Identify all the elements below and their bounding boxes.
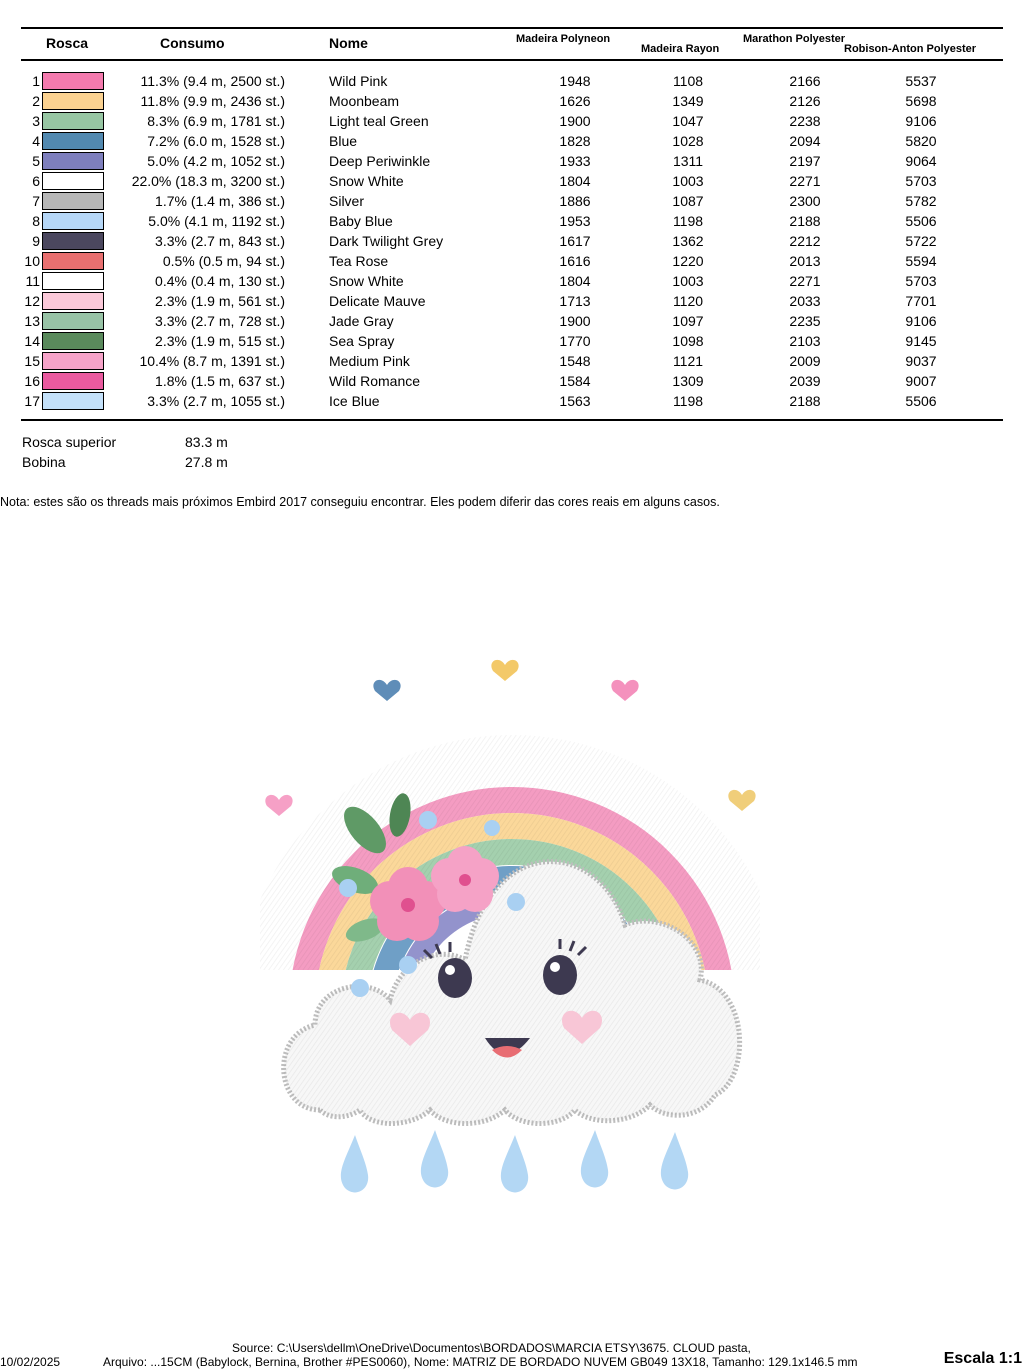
color-swatch (42, 232, 104, 250)
color-swatch (42, 312, 104, 330)
marathon-code: 2235 (789, 313, 821, 329)
color-swatch (42, 372, 104, 390)
madeira-rayon-code: 1198 (672, 393, 704, 409)
color-swatch (42, 172, 104, 190)
color-swatch (42, 112, 104, 130)
marathon-code: 2188 (789, 393, 821, 409)
thread-consumo: 2.3% (1.9 m, 561 st.) (155, 293, 285, 309)
madeira-rayon-code: 1003 (672, 273, 704, 289)
table-row (0, 251, 1024, 271)
header-robison-anton: Robison-Anton Polyester (844, 43, 977, 55)
thread-consumo: 11.3% (9.4 m, 2500 st.) (140, 73, 285, 89)
marathon-code: 2212 (789, 233, 821, 249)
robison-anton-code: 9106 (905, 313, 937, 329)
thread-number: 16 (24, 373, 40, 389)
footer-escala: Escala 1:1 (943, 1350, 1022, 1367)
madeira-rayon-code: 1220 (672, 253, 704, 269)
header-consumo: Consumo (160, 35, 225, 51)
robison-anton-code: 9106 (905, 113, 937, 129)
madeira-polyneon-code: 1886 (559, 193, 591, 209)
table-row (0, 231, 1024, 251)
madeira-rayon-code: 1003 (672, 173, 704, 189)
madeira-polyneon-code: 1770 (559, 333, 591, 349)
thread-number: 7 (32, 193, 40, 209)
madeira-polyneon-code: 1563 (559, 393, 591, 409)
thread-name: Delicate Mauve (329, 293, 426, 309)
marathon-code: 2271 (789, 173, 821, 189)
thread-consumo: 0.4% (0.4 m, 130 st.) (155, 273, 285, 289)
thread-name: Snow White (329, 173, 404, 189)
thread-consumo: 5.0% (4.1 m, 1192 st.) (148, 213, 285, 229)
thread-consumo: 8.3% (6.9 m, 1781 st.) (147, 113, 285, 129)
marathon-code: 2103 (789, 333, 821, 349)
marathon-code: 2033 (789, 293, 821, 309)
thread-consumo: 5.0% (4.2 m, 1052 st.) (147, 153, 285, 169)
color-swatch (42, 272, 104, 290)
madeira-rayon-code: 1121 (672, 353, 704, 369)
madeira-polyneon-code: 1933 (559, 153, 591, 169)
table-bottom-rule (21, 419, 1003, 421)
thread-name: Jade Gray (329, 313, 394, 329)
thread-number: 13 (24, 313, 40, 329)
thread-name: Ice Blue (329, 393, 380, 409)
thread-consumo: 11.8% (9.9 m, 2436 st.) (140, 93, 285, 109)
madeira-rayon-code: 1028 (672, 133, 704, 149)
thread-consumo: 2.3% (1.9 m, 515 st.) (155, 333, 285, 349)
thread-name: Moonbeam (329, 93, 400, 109)
thread-name: Blue (329, 133, 358, 149)
thread-number: 2 (32, 93, 40, 109)
color-swatch (42, 192, 104, 210)
marathon-code: 2300 (789, 193, 821, 209)
table-row (0, 331, 1024, 351)
marathon-code: 2094 (789, 133, 821, 149)
table-row (0, 391, 1024, 411)
table-row (0, 211, 1024, 231)
header-marathon-polyester: Marathon Polyester (743, 33, 846, 45)
color-swatch (42, 352, 104, 370)
robison-anton-code: 5594 (905, 253, 937, 269)
robison-anton-code: 9064 (905, 153, 937, 169)
table-row (0, 291, 1024, 311)
thread-name: Light teal Green (329, 113, 429, 129)
madeira-rayon-code: 1349 (672, 93, 704, 109)
thread-number: 14 (24, 333, 40, 349)
thread-number: 8 (32, 213, 40, 229)
color-swatch (42, 332, 104, 350)
robison-anton-code: 5820 (905, 133, 937, 149)
marathon-code: 2271 (789, 273, 821, 289)
madeira-polyneon-code: 1713 (559, 293, 591, 309)
marathon-code: 2197 (789, 153, 821, 169)
madeira-polyneon-code: 1953 (559, 213, 591, 229)
thread-consumo: 1.8% (1.5 m, 637 st.) (155, 373, 285, 389)
bobina-label: Bobina (22, 454, 66, 470)
marathon-code: 2013 (789, 253, 821, 269)
thread-number: 5 (32, 153, 40, 169)
thread-number: 15 (24, 353, 40, 369)
bobina-value: 27.8 m (185, 454, 228, 470)
table-row (0, 91, 1024, 111)
thread-name: Sea Spray (329, 333, 395, 349)
thread-consumo: 7.2% (6.0 m, 1528 st.) (147, 133, 285, 149)
table-row (0, 351, 1024, 371)
madeira-polyneon-code: 1804 (559, 173, 591, 189)
raindrop-icons (341, 1130, 688, 1192)
madeira-polyneon-code: 1584 (559, 373, 591, 389)
robison-anton-code: 9007 (905, 373, 937, 389)
thread-name: Medium Pink (329, 353, 410, 369)
marathon-code: 2039 (789, 373, 821, 389)
robison-anton-code: 5703 (905, 173, 937, 189)
thread-name: Tea Rose (329, 253, 389, 269)
embroidery-preview (260, 640, 760, 1210)
thread-number: 6 (32, 173, 40, 189)
thread-name: Deep Periwinkle (329, 153, 431, 169)
table-row (0, 151, 1024, 171)
table-header-rule (21, 59, 1003, 61)
marathon-code: 2166 (789, 73, 821, 89)
note-text: Nota: estes são os threads mais próximos Embird 2017 conseguiu encontrar. Eles podem diferir das cores reais em alguns casos. (0, 495, 720, 509)
color-swatch (42, 92, 104, 110)
thread-number: 3 (32, 113, 40, 129)
color-swatch (42, 252, 104, 270)
header-madeira-rayon: Madeira Rayon (641, 43, 720, 55)
table-row (0, 311, 1024, 331)
madeira-polyneon-code: 1828 (559, 133, 591, 149)
madeira-rayon-code: 1097 (672, 313, 704, 329)
rosca-superior-label: Rosca superior (22, 434, 117, 450)
madeira-rayon-code: 1098 (672, 333, 704, 349)
robison-anton-code: 5782 (905, 193, 937, 209)
madeira-rayon-code: 1198 (672, 213, 704, 229)
table-row (0, 271, 1024, 291)
madeira-rayon-code: 1087 (672, 193, 704, 209)
madeira-polyneon-code: 1548 (559, 353, 591, 369)
thread-name: Silver (329, 193, 365, 209)
header-madeira-polyneon: Madeira Polyneon (516, 33, 611, 45)
robison-anton-code: 5506 (905, 393, 937, 409)
color-swatch (42, 72, 104, 90)
table-row (0, 111, 1024, 131)
robison-anton-code: 9037 (905, 353, 937, 369)
thread-consumo: 3.3% (2.7 m, 728 st.) (155, 313, 285, 329)
robison-anton-code: 5537 (905, 73, 937, 89)
table-top-rule (21, 27, 1003, 29)
madeira-polyneon-code: 1804 (559, 273, 591, 289)
thread-name: Snow White (329, 273, 404, 289)
madeira-polyneon-code: 1900 (559, 313, 591, 329)
color-swatch (42, 392, 104, 410)
madeira-polyneon-code: 1900 (559, 113, 591, 129)
thread-name: Baby Blue (329, 213, 393, 229)
marathon-code: 2188 (789, 213, 821, 229)
table-row (0, 171, 1024, 191)
thread-name: Wild Pink (329, 73, 388, 89)
thread-number: 10 (24, 253, 40, 269)
table-row (0, 131, 1024, 151)
color-swatch (42, 212, 104, 230)
footer-source: Source: C:\Users\dellm\OneDrive\Documentos\BORDADOS\MARCIA ETSY\3675. CLOUD pasta, (232, 1341, 751, 1355)
thread-number: 1 (32, 73, 40, 89)
header-nome: Nome (329, 35, 368, 51)
thread-consumo: 10.4% (8.7 m, 1391 st.) (139, 353, 285, 369)
thread-number: 11 (25, 273, 40, 289)
thread-table (0, 71, 1024, 411)
thread-consumo: 3.3% (2.7 m, 843 st.) (155, 233, 285, 249)
color-swatch (42, 152, 104, 170)
footer-date: 10/02/2025 (0, 1355, 61, 1369)
thread-number: 12 (24, 293, 40, 309)
robison-anton-code: 5506 (905, 213, 937, 229)
robison-anton-code: 5722 (905, 233, 937, 249)
madeira-polyneon-code: 1626 (559, 93, 591, 109)
robison-anton-code: 9145 (905, 333, 937, 349)
madeira-rayon-code: 1362 (672, 233, 704, 249)
marathon-code: 2126 (789, 93, 821, 109)
madeira-rayon-code: 1120 (672, 293, 704, 309)
table-row (0, 191, 1024, 211)
table-row (0, 71, 1024, 91)
madeira-rayon-code: 1309 (672, 373, 704, 389)
rosca-superior-value: 83.3 m (185, 434, 228, 450)
madeira-rayon-code: 1047 (672, 113, 704, 129)
header-rosca: Rosca (46, 35, 89, 51)
table-row (0, 371, 1024, 391)
marathon-code: 2238 (789, 113, 821, 129)
marathon-code: 2009 (789, 353, 821, 369)
thread-number: 4 (32, 133, 40, 149)
madeira-polyneon-code: 1948 (559, 73, 591, 89)
thread-consumo: 22.0% (18.3 m, 3200 st.) (131, 173, 285, 189)
color-swatch (42, 292, 104, 310)
robison-anton-code: 5703 (905, 273, 937, 289)
thread-consumo: 0.5% (0.5 m, 94 st.) (162, 253, 285, 269)
thread-consumo: 3.3% (2.7 m, 1055 st.) (147, 393, 285, 409)
madeira-rayon-code: 1311 (672, 153, 704, 169)
thread-number: 17 (24, 393, 40, 409)
thread-number: 9 (32, 233, 40, 249)
robison-anton-code: 7701 (905, 293, 937, 309)
thread-name: Dark Twilight Grey (329, 233, 444, 249)
footer-arquivo: Arquivo: ...15CM (Babylock, Bernina, Brother #PES0060), Nome: MATRIZ DE BORDADO NUVEM GB049 13X18, Tamanho: 129.1x146.5 mm (103, 1355, 858, 1369)
thread-consumo: 1.7% (1.4 m, 386 st.) (155, 193, 285, 209)
madeira-polyneon-code: 1617 (559, 233, 591, 249)
thread-name: Wild Romance (329, 373, 421, 389)
robison-anton-code: 5698 (905, 93, 937, 109)
color-swatch (42, 132, 104, 150)
madeira-rayon-code: 1108 (672, 73, 704, 89)
madeira-polyneon-code: 1616 (559, 253, 591, 269)
